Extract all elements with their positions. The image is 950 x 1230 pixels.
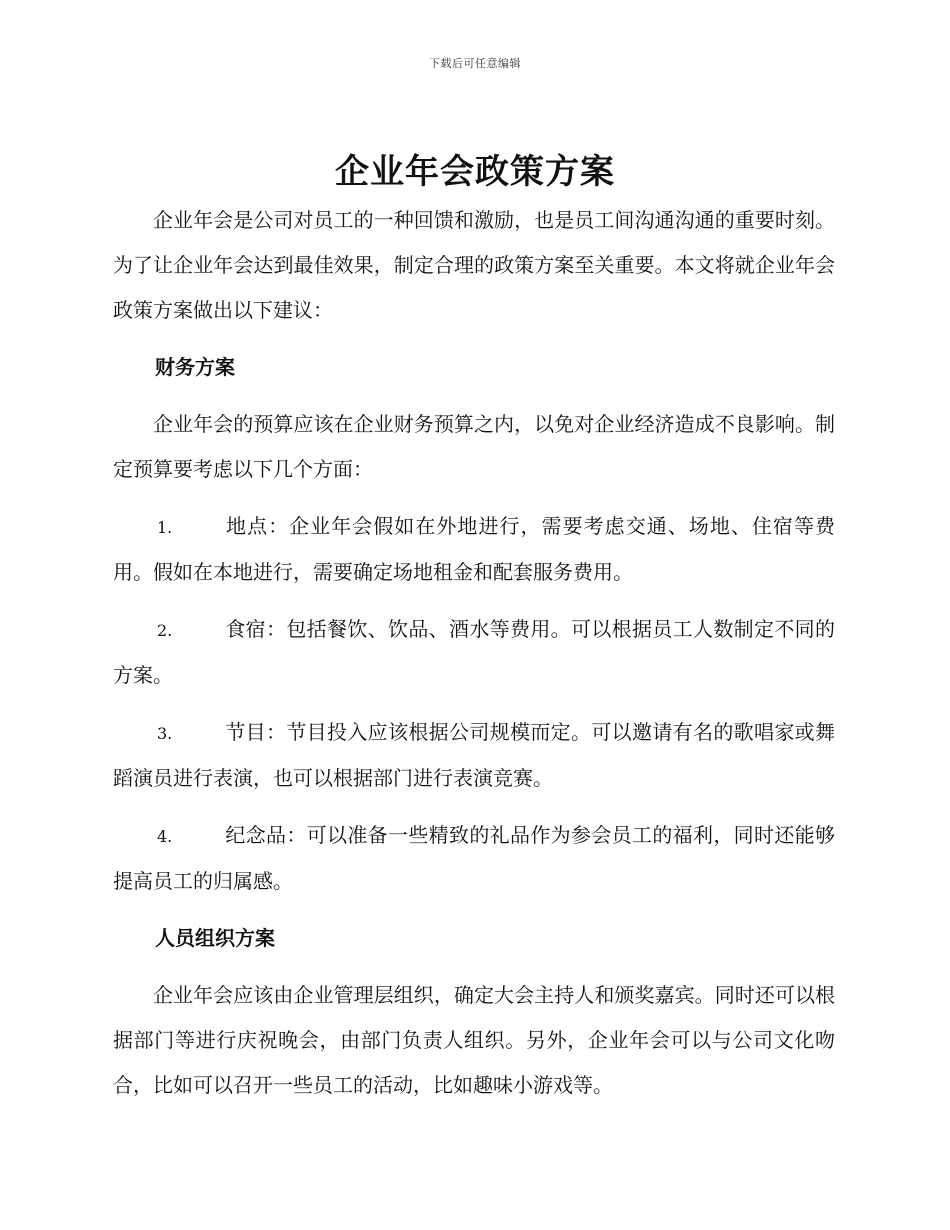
section-heading-personnel: 人员组织方案 xyxy=(155,926,275,950)
personnel-paragraph: 企业年会应该由企业管理层组织，确定大会主持人和颁奖嘉宾。同时还可以根据部门等进行庆祝晚会，由部门负责人组织。另外，企业年会可以与公司文化吻合，比如可以召开一些员工的活动，比如趣味小游戏等。 xyxy=(113,983,835,1097)
intro-paragraph: 企业年会是公司对员工的一种回馈和激励，也是员工间沟通沟通的重要时刻。为了让企业年会达到最佳效果，制定合理的政策方案至关重要。本文将就企业年会政策方案做出以下建议： xyxy=(113,208,835,322)
list-item xyxy=(113,813,835,904)
list-item-number: 2. xyxy=(157,621,173,640)
list-item-text: 食宿：包括餐饮、饮品、酒水等费用。可以根据员工人数制定不同的方案。 xyxy=(113,617,835,687)
list-item-number: 1. xyxy=(157,518,173,537)
document-title: 企业年会政策方案 xyxy=(335,152,615,192)
list-item xyxy=(113,504,835,595)
list-item-text: 地点：企业年会假如在外地进行，需要考虑交通、场地、住宿等费用。假如在本地进行，需要确定场地租金和配套服务费用。 xyxy=(113,514,835,584)
list-item xyxy=(113,710,835,801)
section-heading-finance: 财务方案 xyxy=(155,355,235,379)
list-item-number: 3. xyxy=(157,724,173,743)
list-item-number: 4. xyxy=(157,827,173,846)
document-body xyxy=(113,198,835,1108)
finance-paragraph: 企业年会的预算应该在企业财务预算之内，以免对企业经济造成不良影响。制定预算要考虑以下几个方面： xyxy=(113,412,835,481)
list-item-text: 节目：节目投入应该根据公司规模而定。可以邀请有名的歌唱家或舞蹈演员进行表演，也可以根据部门进行表演竞赛。 xyxy=(113,720,835,790)
header-note: 下载后可任意编辑 xyxy=(429,57,521,70)
list-item xyxy=(113,607,835,698)
list-item-text: 纪念品：可以准备一些精致的礼品作为参会员工的福利，同时还能够提高员工的归属感。 xyxy=(113,823,835,893)
